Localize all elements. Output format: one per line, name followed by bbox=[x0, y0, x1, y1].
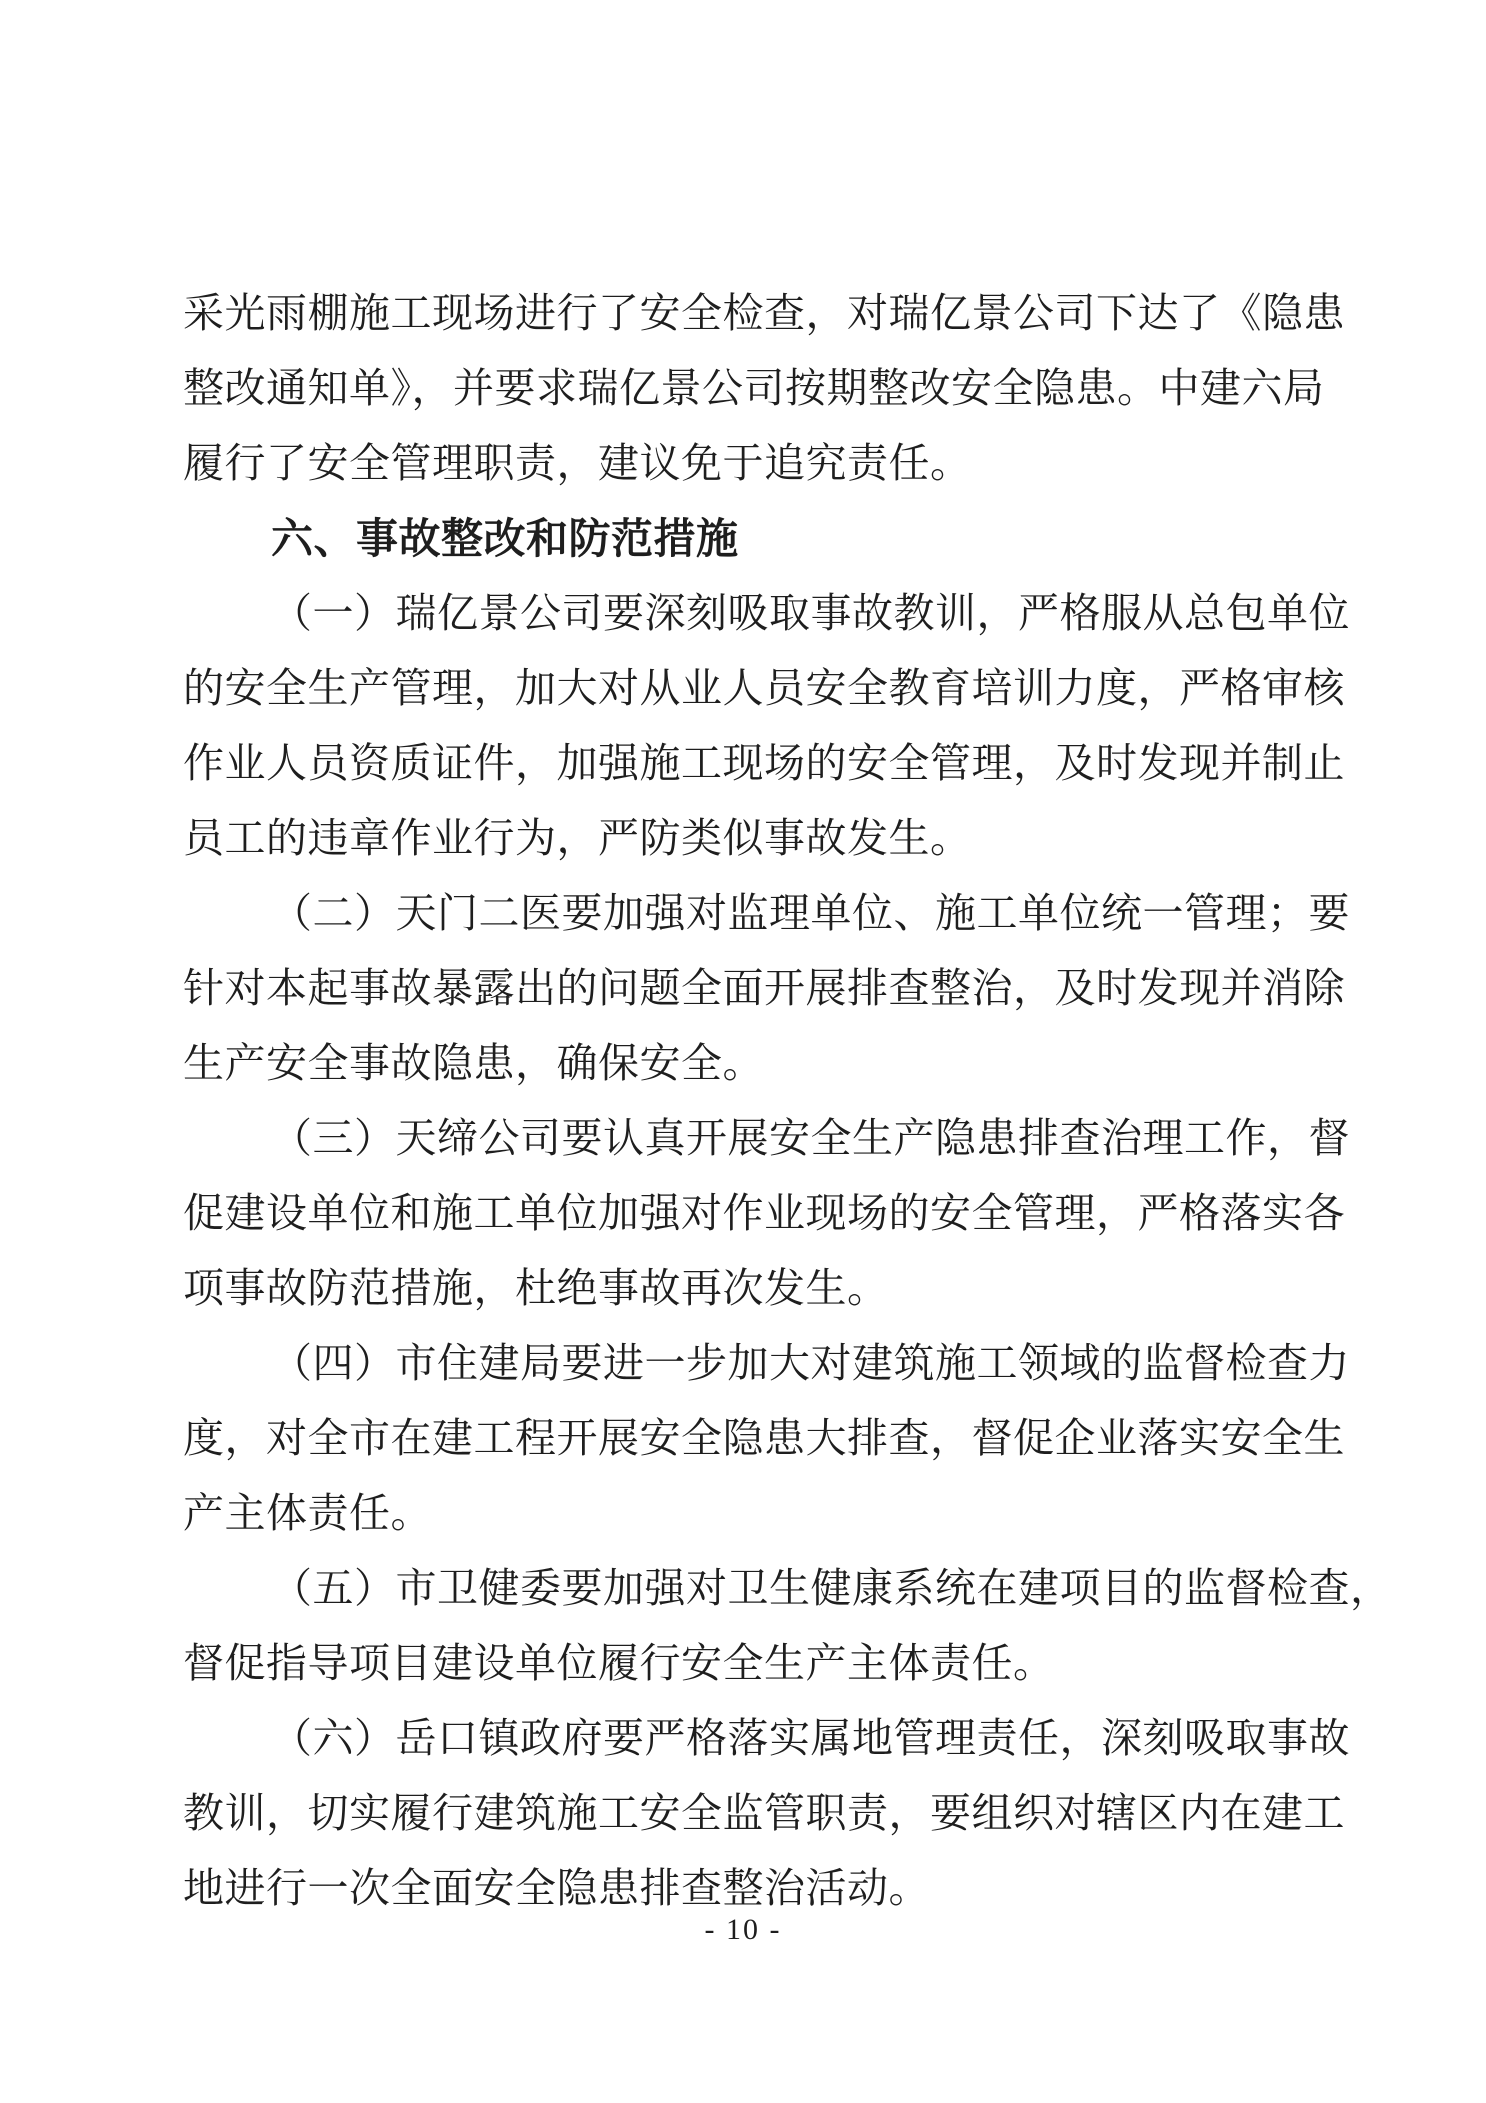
body-line: 员工的违章作业行为，严防类似事故发生。 bbox=[183, 815, 972, 861]
body-line: 度，对全市在建工程开展安全隐患大排查，督促企业落实安全生 bbox=[183, 1415, 1345, 1461]
body-line: 督促指导项目建设单位履行安全生产主体责任。 bbox=[183, 1640, 1055, 1686]
body-line: （二）天门二医要加强对监理单位、施工单位统一管理；要 bbox=[271, 890, 1350, 936]
body-line: 促建设单位和施工单位加强对作业现场的安全管理，严格落实各 bbox=[183, 1190, 1345, 1236]
body-line: 项事故防范措施，杜绝事故再次发生。 bbox=[183, 1265, 889, 1311]
body-line: 地进行一次全面安全隐患排查整治活动。 bbox=[183, 1865, 930, 1911]
body-line: 教训，切实履行建筑施工安全监管职责，要组织对辖区内在建工 bbox=[183, 1790, 1345, 1836]
body-line: （四）市住建局要进一步加大对建筑施工领域的监督检查力 bbox=[271, 1340, 1350, 1386]
section-heading: 六、事故整改和防范措施 bbox=[271, 515, 739, 562]
body-line: 整改通知单》，并要求瑞亿景公司按期整改安全隐患。中建六局 bbox=[183, 365, 1325, 411]
body-line: 的安全生产管理，加大对从业人员安全教育培训力度，严格审核 bbox=[183, 665, 1345, 711]
body-line: （五）市卫健委要加强对卫生健康系统在建项目的监督检查， bbox=[271, 1565, 1392, 1611]
body-line: 生产安全事故隐患，确保安全。 bbox=[183, 1040, 764, 1086]
body-line: （三）天缔公司要认真开展安全生产隐患排查治理工作，督 bbox=[271, 1115, 1350, 1161]
body-line: 履行了安全管理职责，建议免于追究责任。 bbox=[183, 440, 972, 486]
body-line: （一）瑞亿景公司要深刻吸取事故教训，严格服从总包单位 bbox=[271, 590, 1350, 636]
body-line: 针对本起事故暴露出的问题全面开展排查整治，及时发现并消除 bbox=[183, 965, 1345, 1011]
document-body bbox=[183, 276, 1392, 1926]
body-line: （六）岳口镇政府要严格落实属地管理责任，深刻吸取事故 bbox=[271, 1715, 1350, 1761]
page-number: - 10 - bbox=[704, 1913, 782, 1946]
body-line: 作业人员资质证件，加强施工现场的安全管理，及时发现并制止 bbox=[183, 740, 1345, 786]
body-line: 采光雨棚施工现场进行了安全检查，对瑞亿景公司下达了《隐患 bbox=[183, 290, 1345, 336]
body-line: 产主体责任。 bbox=[183, 1490, 432, 1536]
